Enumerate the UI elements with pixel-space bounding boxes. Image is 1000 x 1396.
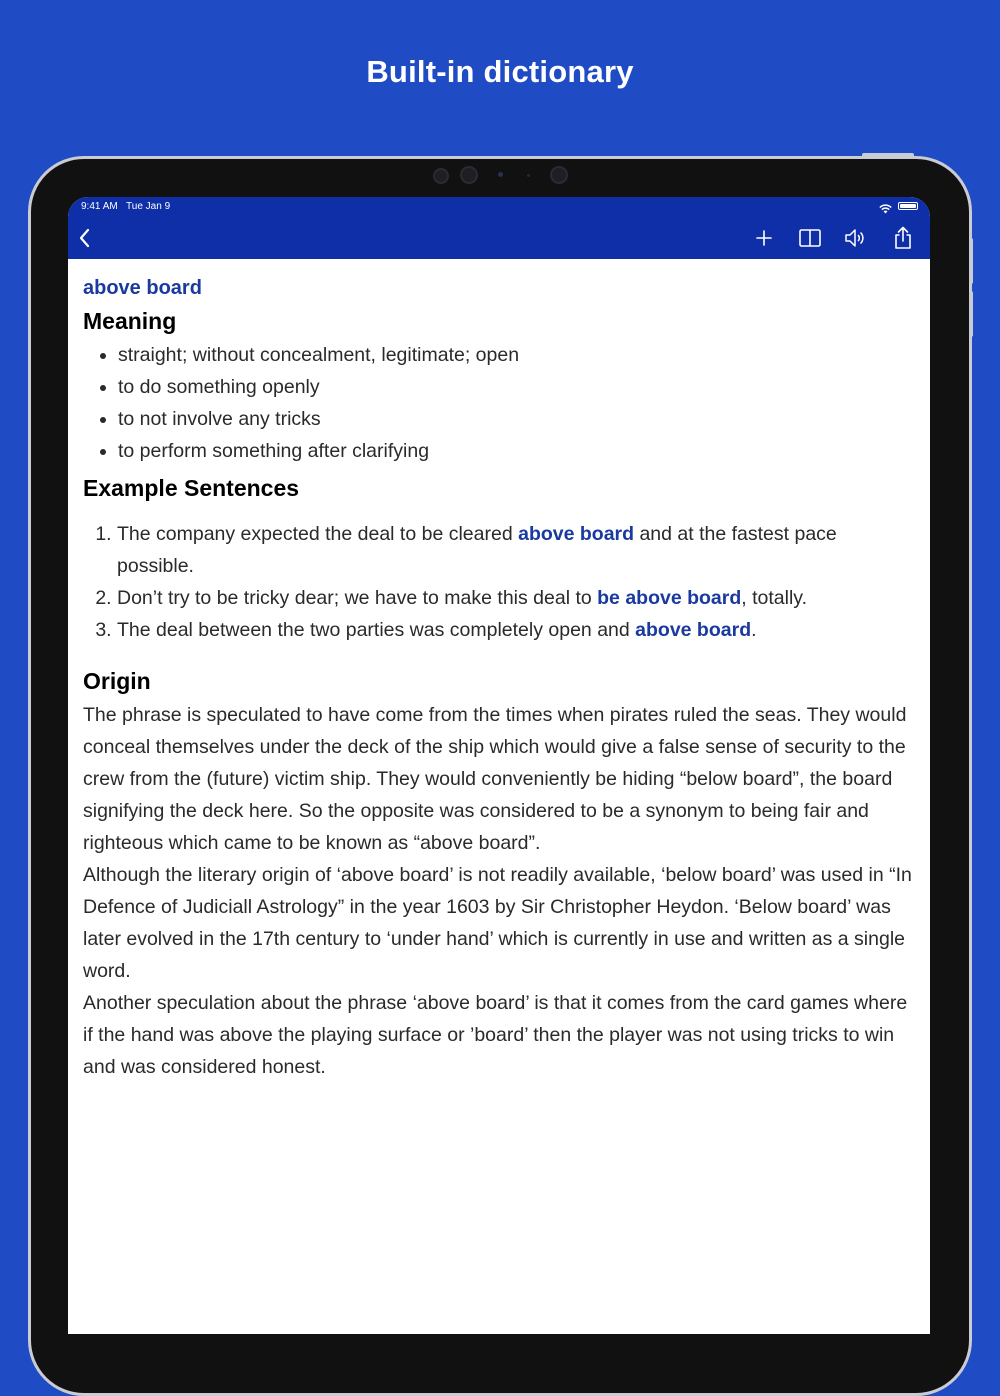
example-text: and at the fastest pace possible. [117,523,837,577]
promo-title: Built-in dictionary [366,54,634,89]
entry-content [83,259,918,1083]
navigation-bar [68,197,930,259]
book-icon [798,228,822,248]
camera-sensor [498,172,503,177]
example-text: Don’t try to be tricky dear; we have to make this deal to [117,587,598,609]
app-screen [68,197,930,1334]
plus-icon [755,229,773,247]
example-text: , totally. [741,587,808,609]
example-text: . [751,619,757,641]
status-bar-time [81,201,170,212]
status-time: 9:41 AM [81,201,118,212]
example-text: The company expected the deal to be cleared [117,523,519,545]
dictionary-button[interactable] [795,223,825,253]
meaning-item: • to do something openly [118,371,918,403]
camera-sensor [550,166,568,184]
meaning-heading: Meaning [83,308,177,334]
camera-sensor [527,174,530,177]
camera-sensor [433,168,449,184]
origin-heading: Origin [83,668,151,694]
headword: above board [83,277,202,299]
share-icon [893,226,913,250]
status-date: Tue Jan 9 [126,201,171,212]
back-button[interactable] [70,223,100,253]
origin-paragraph: Although the literary origin of ‘above board’ is not readily available, ‘below board’ was used in “In Defence of Judiciall Astrology” in the year 1603 by Sir Christopher Heydon. ‘Below board’ was later evolved in the 17th century to ‘under hand’ which is currently in use and written as a single word. [83,864,912,982]
meaning-item: • to perform something after clarifying [118,435,918,467]
share-button[interactable] [888,223,918,253]
example-highlight: above board [518,523,635,545]
meaning-list [83,339,918,467]
example-item [117,614,918,646]
chevron-left-icon [78,228,92,248]
wifi-icon [879,201,892,219]
example-highlight: above board [635,619,752,641]
origin-paragraph: The phrase is speculated to have come from the times when pirates ruled the seas. They would conceal themselves under the deck of the ship which would give a false sense of security to the crew from the (future) victim ship. They would conveniently be hiding “below board”, the board signifying the deck here. So the opposite was considered to be a synonym to being fair and righteous which came to be known as “above board”. [83,704,907,854]
example-list [83,518,918,646]
example-text: The deal between the two parties was completely open and [117,619,636,641]
example-highlight: be above board [597,587,742,609]
battery-icon [898,202,918,210]
origin-section [83,699,918,1083]
example-item [117,518,918,582]
meaning-item: • to not involve any tricks [118,403,918,435]
examples-heading: Example Sentences [83,475,300,501]
speaker-icon [843,227,867,249]
example-item [117,582,918,614]
camera-sensor [460,166,478,184]
meaning-item: • straight; without concealment, legitimate; open [118,339,918,371]
add-button[interactable] [749,223,779,253]
pronounce-button[interactable] [840,223,870,253]
origin-paragraph: Another speculation about the phrase ‘above board’ is that it comes from the card games where if the hand was above the playing surface or ’board’ then the player was not using tricks to win and was considered honest. [83,992,908,1078]
